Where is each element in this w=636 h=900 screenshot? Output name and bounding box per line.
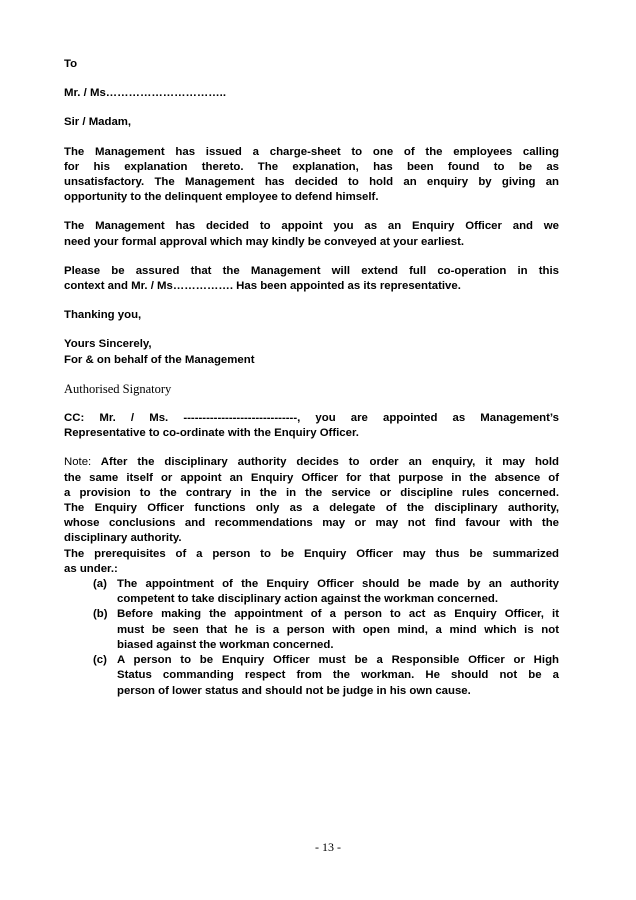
paragraph-appointment [64,219,559,249]
note-block [64,455,559,546]
text-line: competent to take disciplinary action against the workman concerned. [117,593,499,606]
text-line: must be seen that he is a person with open mind, a mind which is not [117,623,559,636]
thanking-line: Thanking you, [64,309,142,322]
text-line: need your formal approval which may kindly be conveyed at your earliest. [64,235,465,248]
text-line: a provision to the contrary in the in the service or discipline rules concerned. [64,486,559,499]
page-number: - 13 - [315,840,341,854]
text-line: A person to be Enquiry Officer must be a Responsible Officer or High [117,654,559,667]
text-line: The prerequisites of a person to be Enquiry Officer may thus be summarized [64,547,559,560]
text-line: unsatisfactory. The Management has decided to hold an enquiry by giving an [64,176,559,189]
salutation: Sir / Madam, [64,116,132,129]
prerequisites-block [64,547,559,577]
text-line: biased against the workman concerned. [117,638,334,651]
text-line: The Management has decided to appoint you as an Enquiry Officer and we [64,220,559,233]
list-marker: (b) [93,608,108,621]
text-line: The Enquiry Officer functions only as a delegate of the disciplinary authority, [64,502,559,515]
list-item-c [64,653,559,699]
text-line: CC: Mr. / Ms. ------------------------------, you are appointed as Management’s [64,412,559,425]
text-line: for his explanation thereto. The explanation, has been found to be as [64,160,559,173]
text-line: person of lower status and should not be judge in his own cause. [117,684,471,697]
list-marker: (c) [93,654,107,667]
text-line [64,455,559,470]
note-label: Note: [64,456,92,469]
text-line: The Management has issued a charge-sheet to one of the employees calling [64,145,559,158]
list-item-a [64,577,559,607]
addressee-line: Mr. / Ms………………………….. [64,87,227,100]
note-text: After the disciplinary authority decides to order an enquiry, it may hold [100,456,560,469]
paragraph-charge-sheet [64,145,559,206]
to-label: To [64,58,78,70]
text-line: disciplinary authority. [64,532,182,545]
cc-block [64,411,559,441]
list-item-b [64,607,559,653]
closing-block [64,337,559,367]
text-line: The appointment of the Enquiry Officer should be made by an authority [117,578,559,591]
text-line: context and Mr. / Ms……………. Has been appointed as its representative. [64,280,461,293]
text-line: whose conclusions and recommendations may or may not find favour with the [64,517,559,530]
text-line: opportunity to the delinquent employee to defend himself. [64,191,379,204]
authorised-signatory: Authorised Signatory [64,381,172,396]
closing-line: Yours Sincerely, [64,338,152,351]
text-line: Before making the appointment of a person to act as Enquiry Officer, it [117,608,559,621]
text-line: Status commanding respect from the workman. He should not be a [117,669,559,682]
text-line: Please be assured that the Management will extend full co-operation in this [64,264,559,277]
text-line: as under.: [64,562,118,575]
text-line: the same itself or appoint an Enquiry Officer for that purpose in the absence of [64,471,559,484]
closing-line: For & on behalf of the Management [64,353,255,366]
text-line: Representative to co-ordinate with the Enquiry Officer. [64,427,359,440]
list-marker: (a) [93,578,107,591]
paragraph-cooperation [64,264,559,294]
